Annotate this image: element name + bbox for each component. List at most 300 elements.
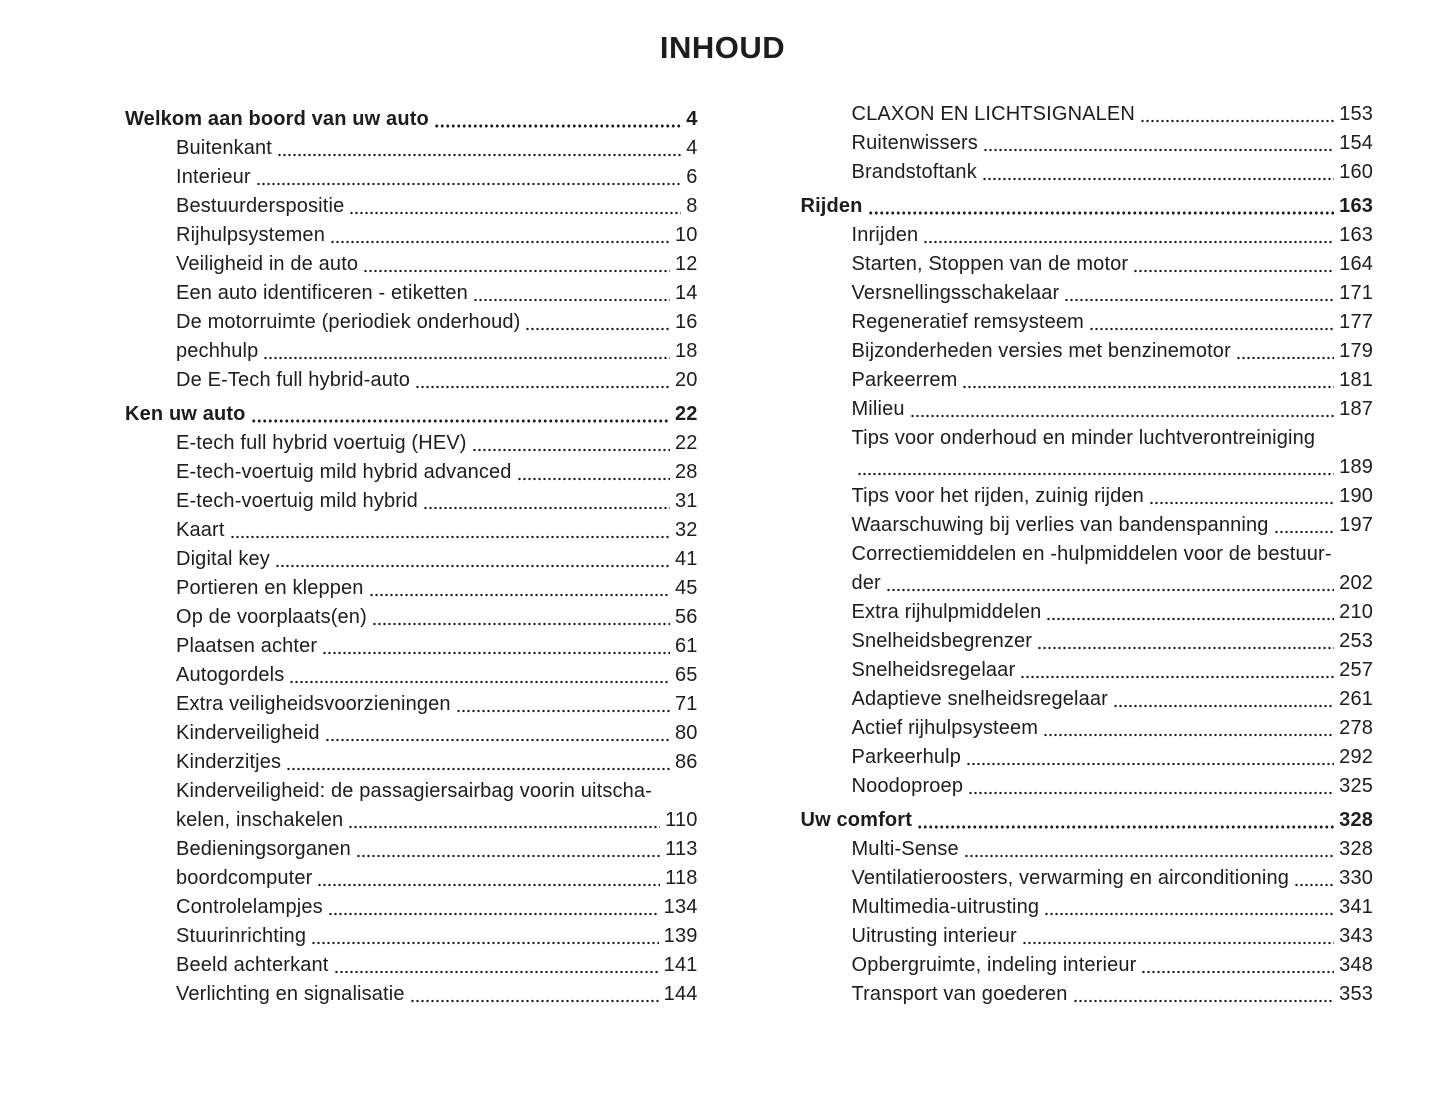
toc-entry-pechhulp[interactable] [125,337,698,366]
toc-entry-line [125,574,698,603]
toc-entry-parkeerhulp[interactable] [801,743,1374,772]
toc-entry-bedieningsorganen[interactable] [125,835,698,864]
toc-entry-noodoproep[interactable] [801,772,1374,801]
entry-label: Verlichting en signalisatie [176,983,405,1005]
entry-label: pechhulp [176,340,259,362]
toc-entry-line [801,772,1374,801]
entry-page-number: 325 [1339,775,1373,797]
toc-entry-line [801,714,1374,743]
toc-chapter-rijden[interactable] [801,192,1374,221]
entry-page-number: 110 [665,809,698,831]
dot-leader [317,864,660,893]
dot-leader [964,835,1334,864]
dot-leader [472,429,670,458]
toc-entry-line [801,308,1374,337]
entry-page-number: 118 [665,867,698,889]
toc-entry-autogordels[interactable] [125,661,698,690]
entry-label: Regeneratief remsysteem [851,311,1084,333]
entry-page-number: 31 [674,490,698,512]
entry-label: Kinderveiligheid: de passagiersairbag voorin uitscha- [176,780,652,802]
dot-leader [1133,250,1334,279]
entry-page-number: 41 [674,548,698,570]
dot-leader [966,743,1334,772]
entry-page-number: 341 [1339,896,1373,918]
entry-label: der [851,572,881,594]
toc-entry-line [801,279,1374,308]
toc-entry-line [125,835,698,864]
dot-leader [968,772,1334,801]
toc-entry-line [125,864,698,893]
toc-entry-tips-voor-het-rijden-zuinig-rijden[interactable] [801,482,1374,511]
toc-entry-versnellingsschakelaar[interactable] [801,279,1374,308]
toc-entry-line [801,656,1374,685]
entry-page-number: 80 [674,722,698,744]
entry-page-number: 181 [1339,369,1373,391]
toc-entry-plaatsen-achter[interactable] [125,632,698,661]
dot-leader [349,192,681,221]
entry-label: Beeld achterkant [176,954,329,976]
entry-label: Ken uw auto [125,403,246,425]
entry-page-number: 144 [663,983,698,1005]
dot-leader [286,748,670,777]
toc-entry-line [801,951,1374,980]
entry-page-number: 163 [1339,224,1373,246]
toc-entry-line [801,158,1374,187]
dot-leader [473,279,670,308]
dot-leader [325,719,670,748]
entry-label: Milieu [851,398,905,420]
toc-entry-line [125,545,698,574]
toc-entry-kinderveiligheid[interactable] [125,719,698,748]
page-title: INHOUD [659,30,786,65]
dot-leader [256,163,681,192]
entry-label: Snelheidsregelaar [851,659,1016,681]
toc-entry-e-tech-full-hybrid-voertuig-hev[interactable] [125,429,698,458]
entry-page-number: 328 [1339,809,1373,831]
entry-page-number: 22 [674,432,698,454]
dot-leader [910,395,1335,424]
dot-leader [369,574,670,603]
toc-entry-inrijden[interactable] [801,221,1374,250]
entry-label: Tips voor het rijden, zuinig rijden [851,485,1144,507]
entry-label: Adaptieve snelheidsregelaar [851,688,1108,710]
entry-page-number: 210 [1339,601,1373,623]
entry-page-number: 257 [1339,659,1373,681]
dot-leader [423,487,670,516]
toc-page [0,30,1445,1009]
entry-label: Multi-Sense [851,838,959,860]
dot-leader [525,308,670,337]
toc-entry-multi-sense[interactable] [801,835,1374,864]
entry-label: Tips voor onderhoud en minder luchtverontreiniging [851,427,1316,449]
entry-label: Waarschuwing bij verlies van bandenspanning [851,514,1269,536]
toc-entry-regeneratief-remsysteem[interactable] [801,308,1374,337]
toc-entry-tips-voor-onderhoud-en-minder-luchtverontr[interactable] [801,424,1374,482]
toc-entry-line [801,540,1374,569]
entry-label: Bestuurderspositie [176,195,345,217]
dot-leader [1294,864,1334,893]
toc-entry-line [801,337,1374,366]
entry-page-number: 113 [665,838,698,860]
dot-leader [1089,308,1334,337]
toc-entry-line [125,777,698,806]
entry-label: Stuurinrichting [176,925,307,947]
toc-entry-extra-veiligheidsvoorzieningen[interactable] [125,690,698,719]
entry-label: Inrijden [851,224,919,246]
dot-leader [1064,279,1334,308]
toc-entry-digital-key[interactable] [125,545,698,574]
toc-entry-line [125,922,698,951]
entry-page-number: 16 [674,311,698,333]
dot-leader [330,221,670,250]
toc-entry-verlichting-en-signalisatie[interactable] [125,980,698,1009]
entry-label: Veiligheid in de auto [176,253,359,275]
entry-page-number: 253 [1339,630,1373,652]
toc-entry-line [125,337,698,366]
toc-entry-boordcomputer[interactable] [125,864,698,893]
toc-entry-beeld-achterkant[interactable] [125,951,698,980]
dot-leader [1149,482,1334,511]
toc-entry-stuurinrichting[interactable] [125,922,698,951]
toc-entry-rijhulpsystemen[interactable] [125,221,698,250]
entry-page-number: 171 [1339,282,1373,304]
entry-page-number: 348 [1339,954,1373,976]
toc-entry-line [801,482,1374,511]
entry-page-number: 164 [1339,253,1373,275]
entry-page-number: 278 [1339,717,1373,739]
entry-page-number: 202 [1339,572,1373,594]
entry-page-number: 4 [686,137,698,159]
toc-column-left [125,100,698,1009]
dot-leader [415,366,670,395]
entry-label: Plaatsen achter [176,635,318,657]
entry-label: Extra veiligheidsvoorzieningen [176,693,451,715]
toc-entry-bestuurderspositie[interactable] [125,192,698,221]
toc-entry-brandstoftank[interactable] [801,158,1374,187]
dot-leader [456,690,670,719]
dot-leader [230,516,670,545]
entry-label: Bedieningsorganen [176,838,351,860]
entry-page-number: 328 [1339,838,1373,860]
entry-page-number: 154 [1339,132,1373,154]
toc-entry-line [125,719,698,748]
toc-entry-line [125,221,698,250]
dot-leader [410,980,659,1009]
entry-page-number: 141 [663,954,698,976]
toc-entry-uitrusting-interieur[interactable] [801,922,1374,951]
toc-entry-snelheidsregelaar[interactable] [801,656,1374,685]
dot-leader [857,453,1335,482]
toc-entry-kaart[interactable] [125,516,698,545]
toc-entry-line [125,429,698,458]
toc-entry-line [801,806,1374,835]
toc-entry-line [125,951,698,980]
toc-entry-ruitenwissers[interactable] [801,129,1374,158]
entry-page-number: 134 [663,896,698,918]
toc-entry-line [125,980,698,1009]
entry-label: Versnellingsschakelaar [851,282,1060,304]
toc-entry-line [125,487,698,516]
entry-page-number: 12 [674,253,698,275]
entry-page-number: 189 [1339,456,1373,478]
toc-entry-line [125,893,698,922]
entry-page-number: 28 [674,461,698,483]
entry-page-number: 179 [1339,340,1373,362]
toc-entry-line [801,250,1374,279]
dot-leader [962,366,1334,395]
dot-leader [311,922,659,951]
entry-label: Bijzonderheden versies met benzinemotor [851,340,1231,362]
dot-leader [434,105,681,134]
dot-leader [1046,598,1334,627]
toc-entry-een-auto-identificeren-etiketten[interactable] [125,279,698,308]
toc-entry-kinderveiligheid-de-passagiersairbag-voori[interactable] [125,777,698,835]
entry-label: Snelheidsbegrenzer [851,630,1033,652]
toc-entry-line [801,569,1374,598]
toc-entry-line [801,893,1374,922]
entry-label: Op de voorplaats(en) [176,606,367,628]
toc-entry-line [801,366,1374,395]
entry-page-number: 20 [674,369,698,391]
toc-entry-line [125,250,698,279]
toc-entry-kinderzitjes[interactable] [125,748,698,777]
toc-chapter-ken-uw-auto[interactable] [125,400,698,429]
toc-entry-line [125,690,698,719]
toc-entry-line [125,192,698,221]
entry-label: Correctiemiddelen en -hulpmiddelen voor de bestuur- [851,543,1332,565]
toc-entry-claxon-en-lichtsignalen[interactable] [801,100,1374,129]
dot-leader [328,893,659,922]
toc-chapter-welkom-aan-boord-van-uw-auto[interactable] [125,105,698,134]
entry-label: E-tech-voertuig mild hybrid [176,490,418,512]
dot-leader [868,192,1335,221]
toc-entry-correctiemiddelen-en-hulpmiddelen-voor-de-[interactable] [801,540,1374,598]
toc-entry-opbergruimte-indeling-interieur[interactable] [801,951,1374,980]
toc-entry-line [125,806,698,835]
toc-entry-controlelampjes[interactable] [125,893,698,922]
toc-entry-line [125,105,698,134]
entry-label: De motorruimte (periodiek onderhoud) [176,311,521,333]
entry-page-number: 22 [674,403,698,425]
entry-page-number: 163 [1339,195,1373,217]
dot-leader [1073,980,1335,1009]
entry-label: CLAXON EN LICHTSIGNALEN [851,103,1136,125]
entry-page-number: 187 [1339,398,1373,420]
entry-label: Parkeerhulp [851,746,961,768]
entry-label: Ventilatieroosters, verwarming en airconditioning [851,867,1290,889]
dot-leader [356,835,660,864]
toc-entry-line [125,366,698,395]
entry-page-number: 18 [674,340,698,362]
entry-page-number: 45 [674,577,698,599]
entry-label: Een auto identificeren - etiketten [176,282,468,304]
entry-page-number: 343 [1339,925,1373,947]
toc-entry-line [125,308,698,337]
toc-entry-line [801,598,1374,627]
entry-label: Kinderveiligheid [176,722,320,744]
entry-label: De E-Tech full hybrid-auto [176,369,411,391]
entry-page-number: 353 [1339,983,1373,1005]
entry-page-number: 197 [1339,514,1373,536]
toc-entry-line [125,400,698,429]
dot-leader [917,806,1334,835]
entry-label: Brandstoftank [851,161,977,183]
toc-entry-ventilatieroosters-verwarming-en-aircondit[interactable] [801,864,1374,893]
entry-page-number: 32 [674,519,698,541]
entry-page-number: 6 [686,166,698,188]
entry-label: Extra rijhulpmiddelen [851,601,1042,623]
toc-entry-starten-stoppen-van-de-motor[interactable] [801,250,1374,279]
dot-leader [348,806,660,835]
toc-entry-portieren-en-kleppen[interactable] [125,574,698,603]
entry-label: Kaart [176,519,225,541]
dot-leader [263,337,670,366]
toc-entry-line [801,192,1374,221]
dot-leader [1113,685,1334,714]
dot-leader [1044,893,1334,922]
entry-page-number: 8 [686,195,698,217]
toc-entry-veiligheid-in-de-auto[interactable] [125,250,698,279]
dot-leader [277,134,681,163]
toc-entry-line [801,395,1374,424]
entry-label: Buitenkant [176,137,273,159]
entry-page-number: 71 [674,693,698,715]
dot-leader [517,458,670,487]
toc-entry-line [801,980,1374,1009]
toc-entry-milieu[interactable] [801,395,1374,424]
entry-label: Uw comfort [800,809,912,831]
entry-page-number: 4 [686,108,698,130]
entry-page-number: 65 [674,664,698,686]
entry-page-number: 330 [1339,867,1373,889]
entry-label: Rijden [800,195,863,217]
dot-leader [1274,511,1335,540]
toc-entry-line [801,864,1374,893]
entry-page-number: 10 [674,224,698,246]
dot-leader [982,158,1334,187]
entry-label: Interieur [176,166,251,188]
entry-label: Opbergruimte, indeling interieur [851,954,1137,976]
dot-leader [923,221,1334,250]
entry-page-number: 139 [663,925,698,947]
entry-label: boordcomputer [176,867,313,889]
toc-entry-parkeerrem[interactable] [801,366,1374,395]
entry-label: E-tech full hybrid voertuig (HEV) [176,432,467,454]
dot-leader [983,129,1334,158]
dot-leader [251,400,670,429]
toc-entry-line [801,627,1374,656]
toc-entry-line [801,743,1374,772]
toc-columns [0,100,1445,1009]
toc-entry-op-de-voorplaats-en[interactable] [125,603,698,632]
toc-entry-bijzonderheden-versies-met-benzinemotor[interactable] [801,337,1374,366]
entry-label: Actief rijhulpsysteem [851,717,1039,739]
toc-entry-waarschuwing-bij-verlies-van-bandenspannin[interactable] [801,511,1374,540]
dot-leader [1043,714,1334,743]
entry-page-number: 86 [674,751,698,773]
dot-leader [1140,100,1334,129]
dot-leader [322,632,670,661]
entry-label: Parkeerrem [851,369,958,391]
toc-entry-de-e-tech-full-hybrid-auto[interactable] [125,366,698,395]
dot-leader [275,545,670,574]
entry-page-number: 177 [1339,311,1373,333]
toc-entry-e-tech-voertuig-mild-hybrid[interactable] [125,487,698,516]
entry-page-number: 153 [1339,103,1373,125]
dot-leader [363,250,670,279]
toc-entry-buitenkant[interactable] [125,134,698,163]
dot-leader [334,951,659,980]
entry-label: Starten, Stoppen van de motor [851,253,1129,275]
entry-label: Welkom aan boord van uw auto [125,108,429,130]
entry-label: Digital key [176,548,270,570]
toc-entry-line [801,100,1374,129]
toc-entry-line [801,424,1374,453]
dot-leader [372,603,670,632]
toc-entry-line [801,221,1374,250]
entry-label: Noodoproep [851,775,964,797]
dot-leader [1037,627,1334,656]
toc-column-right [801,100,1374,1009]
entry-label: E-tech-voertuig mild hybrid advanced [176,461,512,483]
toc-entry-line [125,163,698,192]
dot-leader [1236,337,1334,366]
entry-label: Multimedia-uitrusting [851,896,1040,918]
toc-entry-e-tech-voertuig-mild-hybrid-advanced[interactable] [125,458,698,487]
toc-entry-interieur[interactable] [125,163,698,192]
entry-label: Uitrusting interieur [851,925,1017,947]
toc-entry-line [801,453,1374,482]
toc-entry-multimedia-uitrusting[interactable] [801,893,1374,922]
toc-entry-line [125,458,698,487]
toc-chapter-uw-comfort[interactable] [801,806,1374,835]
toc-entry-line [801,129,1374,158]
entry-page-number: 56 [674,606,698,628]
entry-page-number: 292 [1339,746,1373,768]
dot-leader [1141,951,1334,980]
toc-entry-line [125,516,698,545]
toc-entry-extra-rijhulpmiddelen[interactable] [801,598,1374,627]
entry-label: Rijhulpsystemen [176,224,325,246]
entry-page-number: 261 [1339,688,1373,710]
dot-leader [1020,656,1334,685]
dot-leader [886,569,1334,598]
toc-entry-line [801,685,1374,714]
dot-leader [289,661,670,690]
toc-entry-snelheidsbegrenzer[interactable] [801,627,1374,656]
toc-entry-line [801,922,1374,951]
toc-entry-line [801,835,1374,864]
entry-label: Ruitenwissers [851,132,978,154]
toc-entry-line [125,632,698,661]
entry-page-number: 14 [674,282,698,304]
toc-entry-transport-van-goederen[interactable] [801,980,1374,1009]
toc-entry-line [801,511,1374,540]
toc-entry-line [125,661,698,690]
dot-leader [1022,922,1334,951]
entry-label: Controlelampjes [176,896,323,918]
toc-entry-actief-rijhulpsysteem[interactable] [801,714,1374,743]
entry-page-number: 61 [674,635,698,657]
toc-entry-line [125,279,698,308]
toc-entry-de-motorruimte-periodiek-onderhoud[interactable] [125,308,698,337]
toc-entry-line [125,748,698,777]
entry-label: Autogordels [176,664,285,686]
entry-label: Portieren en kleppen [176,577,364,599]
toc-entry-adaptieve-snelheidsregelaar[interactable] [801,685,1374,714]
entry-page-number: 160 [1339,161,1373,183]
entry-label: Kinderzitjes [176,751,282,773]
